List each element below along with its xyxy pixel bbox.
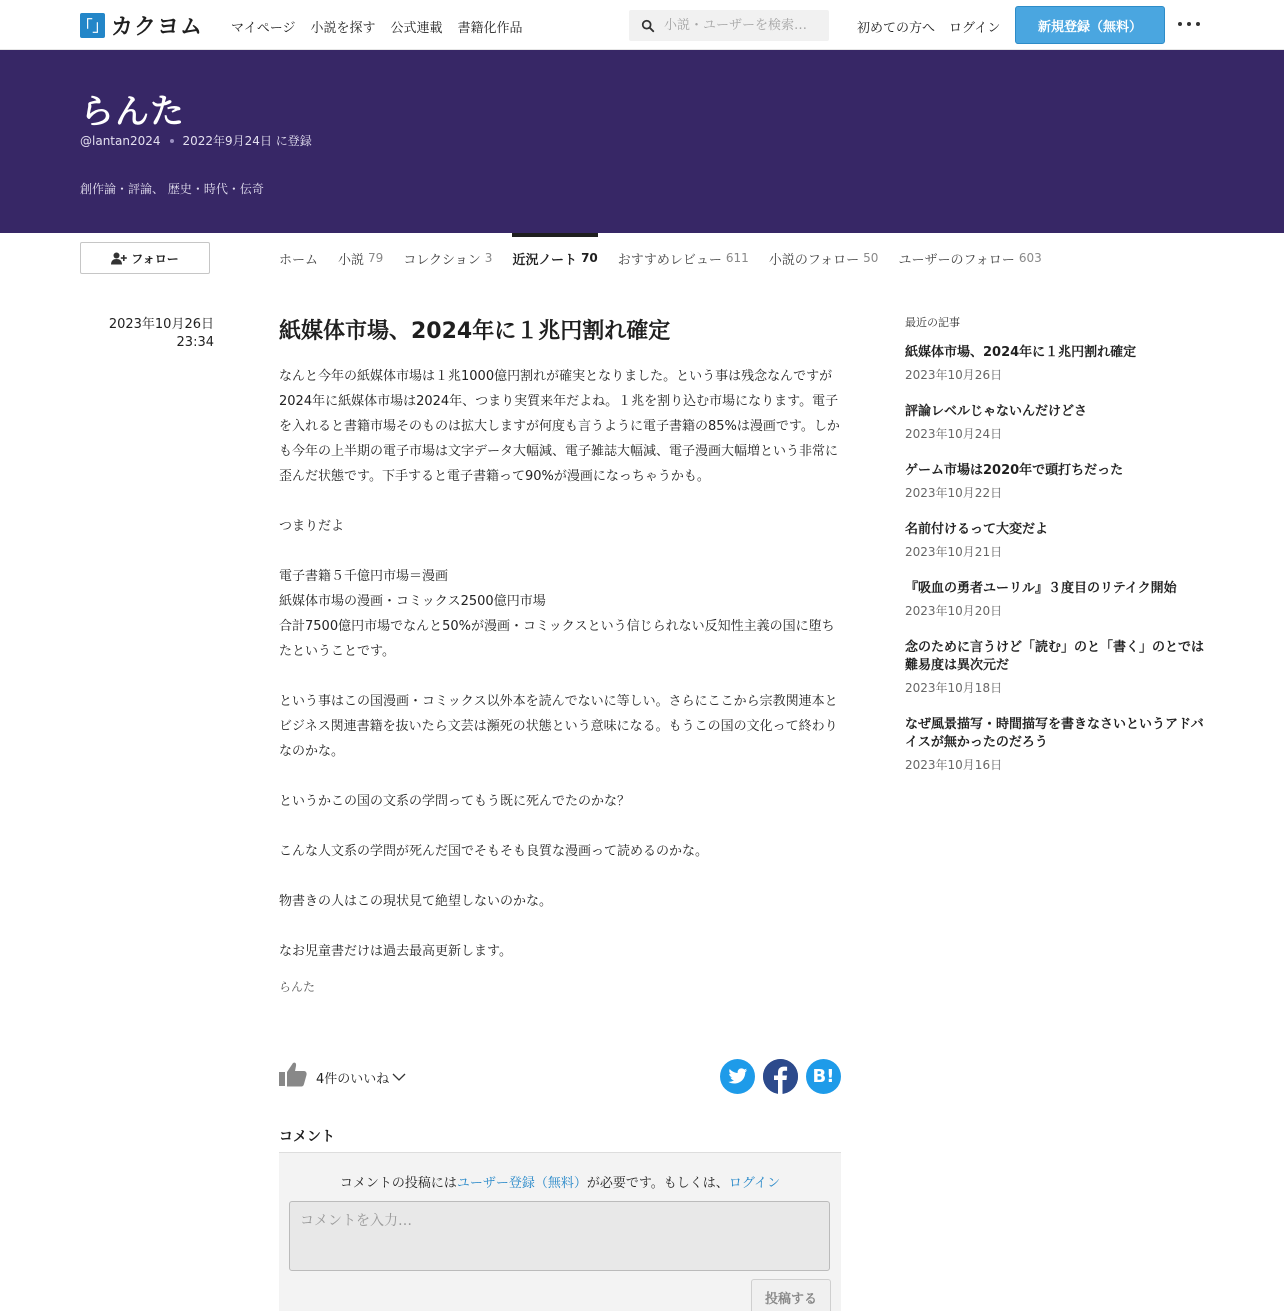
- recent-article[interactable]: [905, 639, 1205, 696]
- tab-label: 小説のフォロー: [768, 252, 860, 268]
- tab-count: 603: [1018, 251, 1042, 265]
- more-menu-icon[interactable]: [1178, 17, 1200, 31]
- tab-home[interactable]: [279, 233, 318, 283]
- registered-date: 2022年9月24日 に登録: [182, 134, 312, 148]
- recent-article[interactable]: [905, 344, 1205, 383]
- recent-article-title: 評論レベルじゃないんだけどさ: [905, 404, 1088, 419]
- search-input[interactable]: [664, 18, 824, 33]
- paragraph: つまりだよ: [279, 519, 345, 534]
- profile-tabs: [279, 233, 1062, 283]
- comment-login-notice: [279, 1172, 841, 1191]
- recent-article-title: ゲーム市場は2020年で頭打ちだった: [905, 463, 1124, 478]
- twitter-share-button[interactable]: [720, 1059, 755, 1094]
- comment-form: [279, 1152, 841, 1311]
- comment-input[interactable]: [289, 1201, 830, 1271]
- add-user-icon: [111, 252, 127, 265]
- search-box: [629, 10, 829, 41]
- recent-article-title: 名前付けるって大変だよ: [905, 522, 1049, 537]
- recent-article-title: なぜ風景描写・時間描写を書きなさいというアドバイスが無かったのだろう: [905, 717, 1204, 750]
- tab-label: ユーザーのフォロー: [898, 252, 1015, 268]
- recent-article-date: 2023年10月21日: [905, 545, 1003, 559]
- recent-article-date: 2023年10月20日: [905, 604, 1003, 618]
- tab-novel-follows[interactable]: [769, 233, 879, 283]
- beginners-link[interactable]: 初めての方へ: [857, 21, 936, 36]
- nav-official-series[interactable]: 公式連載: [390, 21, 443, 36]
- recent-article-date: 2023年10月26日: [905, 368, 1003, 382]
- search-icon[interactable]: [641, 19, 655, 33]
- recent-article-title: 紙媒体市場、2024年に１兆円割れ確定: [905, 345, 1137, 360]
- nav-published-works[interactable]: 書籍化作品: [457, 21, 523, 36]
- post-comment-button[interactable]: 投稿する: [751, 1279, 831, 1311]
- profile-hero: [0, 50, 1284, 233]
- user-meta: [80, 132, 312, 149]
- paragraph: というかこの国の文系の学問ってもう既に死んでたのかな？: [279, 794, 631, 809]
- article-body: [279, 364, 844, 964]
- facebook-share-button[interactable]: [763, 1059, 798, 1094]
- tab-news-notes[interactable]: [512, 233, 597, 283]
- recent-article-date: 2023年10月18日: [905, 681, 1003, 695]
- sidebar-title: 最近の記事: [905, 316, 960, 329]
- paragraph: 電子書籍５千億円市場＝漫画: [279, 569, 449, 584]
- post-date: 2023年10月26日: [108, 317, 214, 332]
- recent-article-date: 2023年10月24日: [905, 427, 1003, 441]
- twitter-bird-icon: [728, 1068, 748, 1085]
- recent-article-date: 2023年10月16日: [905, 758, 1003, 772]
- tab-reviews[interactable]: [618, 233, 749, 283]
- user-handle: @lantan2024: [80, 133, 161, 148]
- like-count-toggle[interactable]: [316, 1068, 406, 1087]
- recent-article[interactable]: [905, 580, 1205, 619]
- comments-heading: コメント: [279, 1129, 335, 1145]
- facebook-icon: [763, 1059, 798, 1094]
- signup-button[interactable]: 新規登録（無料）: [1015, 6, 1165, 44]
- recent-article[interactable]: [905, 403, 1205, 442]
- tab-count: 611: [725, 251, 749, 265]
- tab-label: コレクション: [403, 252, 481, 268]
- paragraph: なお児童書だけは過去最高更新します。: [279, 944, 512, 959]
- recent-articles-sidebar: [905, 314, 1205, 793]
- comment-login-link[interactable]: ログイン: [728, 1176, 781, 1191]
- tab-label: 近況ノート: [512, 252, 578, 268]
- logo-text: カクヨム: [111, 14, 204, 40]
- tab-label: おすすめレビュー: [617, 252, 722, 268]
- author-signature: らんた: [279, 980, 316, 994]
- post-time: 23:34: [176, 335, 214, 350]
- logo-mark: 「」: [80, 13, 105, 38]
- notice-text: が必要です。もしくは、: [586, 1176, 729, 1191]
- tab-label: ホーム: [279, 252, 319, 268]
- recent-article-title: 念のために言うけど「読む」のと「書く」のとでは難易度は異次元だ: [905, 640, 1205, 673]
- paragraph: 合計7500億円市場でなんと50%が漫画・コミックスという信じられない反知性主義の国に堕ちたということです。: [279, 619, 835, 659]
- tab-novels[interactable]: [338, 233, 383, 283]
- user-genres: 創作論・評論、 歴史・時代・伝奇: [80, 182, 264, 196]
- reaction-row: [279, 1058, 841, 1096]
- nav-mypage[interactable]: マイページ: [231, 21, 296, 36]
- recent-article[interactable]: [905, 716, 1205, 773]
- tab-count: 79: [368, 251, 384, 265]
- separator-dot: [170, 139, 174, 143]
- user-name: らんた: [80, 92, 185, 132]
- notice-text: コメントの投稿には: [339, 1176, 457, 1191]
- article: [279, 316, 844, 995]
- register-link[interactable]: ユーザー登録（無料）: [456, 1176, 587, 1191]
- paragraph: なんと今年の紙媒体市場は１兆1000億円割れが確実となりました。という事は残念なんですが2024年に紙媒体市場は2024年、つまり実質来年だよね。１兆を割り込む市場になります。電子を入れると書籍市場そのものは拡大しますが何度も言うように電子書籍の85%は漫画です。しかも今年の上半期の電子市場は文字データ大幅減、電子雑誌大幅減、電子漫画大幅増という非常に歪んだ状態です。下手すると電子書籍って90%が漫画になっちゃうかも。: [279, 369, 840, 484]
- hatena-bookmark-button[interactable]: [806, 1059, 841, 1094]
- recent-article-date: 2023年10月22日: [905, 486, 1003, 500]
- recent-article[interactable]: [905, 462, 1205, 501]
- tab-user-follows[interactable]: [898, 233, 1041, 283]
- paragraph: 物書きの人はこの現状見て絶望しないのかな。: [279, 894, 553, 909]
- follow-button[interactable]: [80, 242, 210, 274]
- nav-find-novels[interactable]: 小説を探す: [310, 21, 376, 36]
- login-link[interactable]: ログイン: [949, 21, 1001, 36]
- article-title: 紙媒体市場、2024年に１兆円割れ確定: [279, 319, 671, 344]
- tab-collections[interactable]: [403, 233, 492, 283]
- paragraph: こんな人文系の学問が死んだ国でそもそも良質な漫画って読めるのかな。: [279, 844, 709, 859]
- main-nav: [231, 17, 538, 36]
- like-count: 4件のいいね: [316, 1072, 390, 1087]
- recent-article-title: 『吸血の勇者ユーリル』３度目のリテイク開始: [905, 581, 1177, 596]
- paragraph: という事はこの国漫画・コミックス以外本を読んでないに等しい。さらにここから宗教関連本とビジネス関連書籍を抜いたら文芸は瀕死の状態という意味になる。もうこの国の文化って終わりなのかな。: [279, 694, 838, 759]
- post-datetime: [80, 316, 214, 352]
- thumbs-up-icon[interactable]: [279, 1060, 307, 1088]
- top-bar: [0, 0, 1284, 50]
- tab-count: 50: [863, 251, 879, 265]
- recent-article[interactable]: [905, 521, 1205, 560]
- site-logo[interactable]: [77, 12, 204, 40]
- tab-label: 小説: [338, 252, 365, 268]
- hatena-icon: B!: [812, 1066, 835, 1087]
- follow-label: フォロー: [131, 251, 179, 266]
- tab-count: 70: [581, 251, 598, 265]
- chevron-down-icon: [392, 1073, 406, 1082]
- paragraph: 紙媒体市場の漫画・コミックス2500億円市場: [279, 594, 546, 609]
- tab-count: 3: [484, 251, 493, 265]
